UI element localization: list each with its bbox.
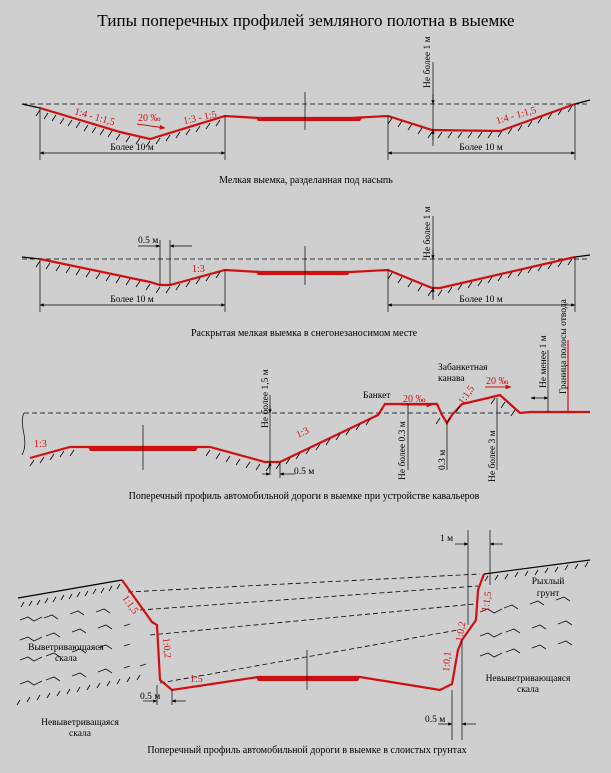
- dim-right-label: 0.5 м: [425, 715, 446, 725]
- solid-right-line1: Невыветривающаяся: [485, 674, 571, 684]
- slope-label: 1:3: [192, 264, 205, 275]
- soil-hatching: [36, 259, 572, 296]
- diagram-title: Типы поперечных профилей земляного полотна в выемке: [97, 11, 515, 30]
- caption-shallow-cut: Мелкая выемка, разделанная под насыпь: [219, 175, 393, 186]
- rock-hatching-right: [480, 597, 572, 657]
- grade-arrow: [137, 124, 165, 128]
- ground-line-left: [22, 104, 40, 108]
- ditch-name-line1: Забанкетная: [438, 363, 488, 373]
- loose-soil-line2: грунт: [536, 589, 560, 599]
- solid-left-line2: скала: [69, 729, 91, 739]
- dim-label-right: Более 10 м: [459, 143, 503, 153]
- figure-open-cut: [22, 206, 590, 339]
- banket-label: Банкет: [363, 391, 391, 401]
- grade2-label: 20 ‰: [486, 376, 509, 387]
- slope-label-l3: 1:5: [190, 674, 203, 685]
- figure-shallow-cut: [22, 36, 590, 186]
- ditch-name-line2: канава: [438, 374, 465, 384]
- dim-label-right: Более 10 м: [459, 295, 503, 305]
- cut-profile: [40, 104, 575, 139]
- caption-cavaliers: Поперечный профиль автомобильной дороги в выемке при устройстве кавальеров: [128, 491, 480, 502]
- pavement: [256, 677, 360, 681]
- slope-label-ditch: 1:1,5: [456, 383, 478, 407]
- cut-profile: [119, 574, 484, 690]
- slope-label-right: 1:4 - 1:1,5: [494, 104, 538, 127]
- pavement: [256, 272, 350, 275]
- ground-line-left: [18, 580, 122, 598]
- dim-label-left: Более 10 м: [110, 143, 154, 153]
- slope-label-cut: 1:3: [294, 425, 311, 441]
- weathered-left-line2: скала: [55, 654, 77, 664]
- slope-label-r2: 1:0,2: [454, 620, 469, 643]
- min-dist-label: Не менее 1 м: [539, 335, 549, 388]
- caption-layered: Поперечный профиль автомобильной дороги в выемке в слоистых грунтах: [147, 745, 467, 756]
- slope-label-l2: 1:0,2: [160, 637, 173, 659]
- ditch-width-label: 0.5 м: [294, 467, 315, 477]
- loose-soil-line1: Рыхлый: [531, 577, 565, 587]
- figure-layered-cut: [17, 530, 590, 756]
- solid-left-line1: Невыветриващаяся: [41, 718, 119, 728]
- caption-open-cut: Раскрытая мелкая выемка в снегонезаносимом месте: [190, 328, 418, 339]
- ditch-width-label: 0.5 м: [138, 236, 159, 246]
- ditch-bottom-label: Не более 3 м: [488, 430, 498, 482]
- ground-line-right: [575, 100, 590, 104]
- banket-height-label: Не более 0.3 м: [398, 421, 408, 480]
- break-line: [22, 413, 25, 455]
- depth-label: Не более 1,5 м: [261, 369, 271, 428]
- pavement: [256, 118, 362, 121]
- slope-label-left-outer: 1:4 - 1:1,5: [73, 106, 116, 129]
- cut-profile: [30, 395, 590, 462]
- ditch-depth-label: 0.3 м: [438, 449, 448, 470]
- slope-label-left-inner: 1:3 - 1:5: [182, 109, 218, 127]
- weathered-left-line1: Выветривающаяся: [28, 643, 104, 653]
- dim-left-label: 0.5 м: [140, 692, 161, 702]
- slope-label-r3: 1:0,1: [441, 651, 454, 673]
- grade-label: 20 ‰: [138, 113, 161, 124]
- depth-label: Не более 1 м: [423, 36, 433, 88]
- boundary-label: Граница полосы отвода: [559, 299, 569, 394]
- depth-label: Не более 1 м: [423, 206, 433, 258]
- solid-right-line2: скала: [517, 685, 539, 695]
- slope-label-left: 1:3: [34, 439, 47, 450]
- dim-label-left: Более 10 м: [110, 295, 154, 305]
- slope-label-r1: 1:1,5: [480, 590, 495, 613]
- grade-label: 20 ‰: [403, 394, 426, 405]
- soil-hatching: [36, 106, 572, 147]
- slope-label-l1: 1:1,5: [119, 593, 141, 617]
- berm-label: 1 м: [440, 534, 454, 544]
